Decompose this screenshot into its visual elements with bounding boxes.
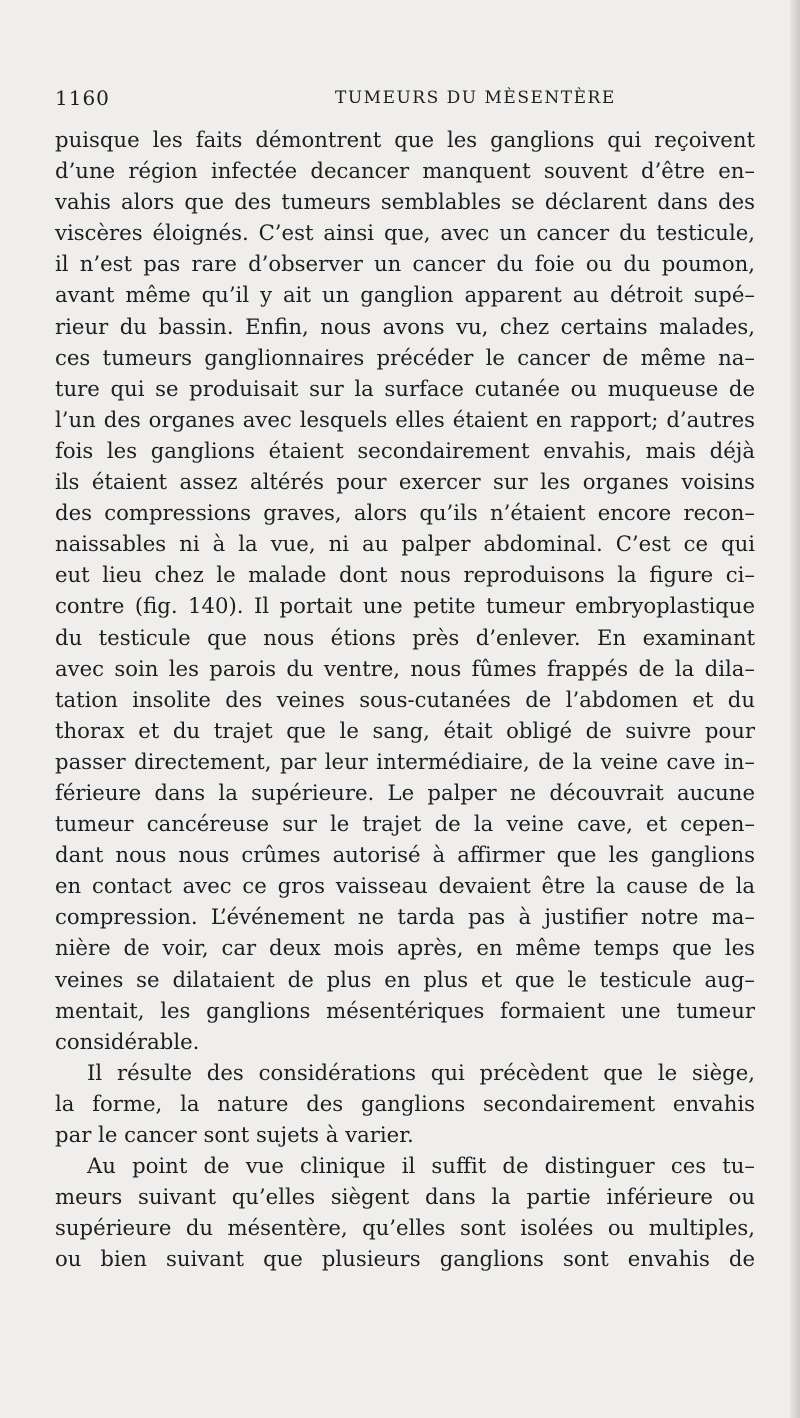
text-line: veines se dilataient de plus en plus et que le testicule aug– [55, 966, 755, 992]
text-line: compression. L’événement ne tarda pas à justifier notre ma– [55, 904, 755, 930]
text-line: passer directement, par leur intermédiaire, de la veine cave in– [55, 748, 755, 774]
text-line: avant même qu’il y ait un ganglion apparent au détroit supé– [55, 282, 755, 308]
text-line: nière de voir, car deux mois après, en même temps que les [55, 935, 755, 961]
text-line: tation insolite des veines sous-cutanées de l’abdomen et du [55, 686, 755, 712]
text-line: naissables ni à la vue, ni au palper abdominal. C’est ce qui [55, 531, 755, 557]
text-line: ou bien suivant que plusieurs ganglions sont envahis de [55, 1246, 755, 1272]
text-line: la forme, la nature des ganglions secondairement envahis [55, 1090, 755, 1116]
text-line: ils étaient assez altérés pour exercer sur les organes voisins [55, 469, 755, 495]
running-title: TUMEURS DU MÈSENTÈRE [335, 88, 616, 108]
text-line: eut lieu chez le malade dont nous reproduisons la figure ci– [55, 562, 755, 588]
text-line: Il résulte des considérations qui précèdent que le siège, [87, 1059, 755, 1085]
text-line: par le cancer sont sujets à varier. [55, 1122, 414, 1147]
text-line: ces tumeurs ganglionnaires précéder le cancer de même na– [55, 344, 755, 370]
text-line: vahis alors que des tumeurs semblables se déclarent dans des [55, 189, 755, 215]
text-line: ture qui se produisait sur la surface cutanée ou muqueuse de [55, 375, 755, 401]
text-line: il n’est pas rare d’observer un cancer du foie ou du poumon, [55, 251, 755, 277]
text-line: Au point de vue clinique il suffit de distinguer ces tu– [87, 1153, 755, 1179]
text-line: en contact avec ce gros vaisseau devaient être la cause de la [55, 873, 755, 899]
page-edge [790, 0, 800, 1418]
text-line: avec soin les parois du ventre, nous fûmes frappés de la dila– [55, 655, 755, 681]
body-text [55, 124, 755, 1274]
text-line: rieur du bassin. Enfin, nous avons vu, chez certains malades, [55, 313, 755, 339]
text-line: des compressions graves, alors qu’ils n’étaient encore recon– [55, 500, 755, 526]
text-line: dant nous nous crûmes autorisé à affirmer que les ganglions [55, 842, 755, 868]
text-line: viscères éloignés. C’est ainsi que, avec un cancer du testicule, [55, 220, 755, 246]
text-line: considérable. [55, 1028, 200, 1054]
text-line: fois les ganglions étaient secondairement envahis, mais déjà [55, 437, 755, 463]
text-line: tumeur cancéreuse sur le trajet de la veine cave, et cepen– [55, 811, 755, 837]
text-line: l’un des organes avec lesquels elles étaient en rapport; d’autres [55, 406, 755, 432]
text-line: du testicule que nous étions près d’enlever. En examinant [55, 624, 755, 650]
text-line: férieure dans la supérieure. Le palper ne découvrait aucune [55, 779, 755, 805]
running-head [55, 86, 755, 116]
text-line: supérieure du mésentère, qu’elles sont isolées ou multiples, [55, 1215, 755, 1241]
text-line: contre (fig. 140). Il portait une petite tumeur embryoplastique [55, 593, 755, 619]
text-line: d’une région infectée decancer manquent souvent d’être en– [55, 158, 755, 184]
text-line: mentait, les ganglions mésentériques formaient une tumeur [55, 997, 755, 1023]
text-line: puisque les faits démontrent que les ganglions qui reçoivent [55, 127, 755, 152]
text-line: thorax et du trajet que le sang, était obligé de suivre pour [55, 717, 755, 743]
page-number: 1160 [55, 86, 110, 110]
text-line: meurs suivant qu’elles siègent dans la partie inférieure ou [55, 1184, 755, 1210]
